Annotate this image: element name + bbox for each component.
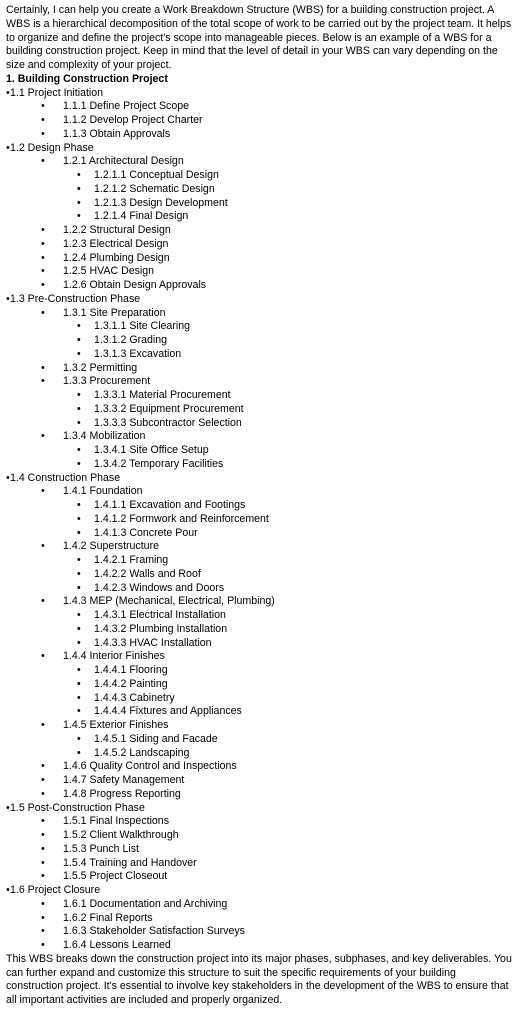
bullet-icon: • [77,705,81,718]
wbs-item-label: 1.6.4 Lessons Learned [63,939,171,951]
wbs-item-level-3 [6,183,513,197]
wbs-item-level-2 [6,100,513,114]
bullet-icon: • [41,650,45,663]
wbs-item-level-3 [6,582,513,596]
wbs-item-label: 1.2.1.2 Schematic Design [94,182,215,195]
wbs-item-level-3 [6,499,513,513]
wbs-item-label: 1.1.3 Obtain Approvals [63,127,171,140]
wbs-item-level-3 [6,733,513,747]
outro-paragraph: This WBS breaks down the construction project into its major phases, subphases, and key deliverables. You can further expand and customize this structure to suit the specific requirements of your building construction project. It's essential to involve key stakeholders in the development of the WBS to ensure that all important activities are included and properly organized. [6,952,512,1006]
bullet-icon: • [41,774,45,786]
bullet-icon: • [41,719,45,731]
wbs-item-level-2 [6,155,513,169]
wbs-item-level-1 [6,802,513,816]
wbs-item-label: 1.2.1 Architectural Design [63,155,184,168]
bullet-icon: • [6,884,10,896]
bullet-icon: • [41,925,45,938]
wbs-item-level-1 [6,293,513,307]
wbs-item-level-3 [6,637,513,651]
wbs-item-level-3 [6,664,513,678]
wbs-item-level-2 [6,829,513,843]
bullet-icon: • [6,292,10,305]
bullet-icon: • [77,512,81,525]
wbs-item-label: 1.5.2 Client Walkthrough [63,829,179,841]
bullet-icon: • [41,485,45,498]
intro-paragraph: Certainly, I can help you create a Work Breakdown Structure (WBS) for a building construction project. A WBS is a hierarchical decomposition of the total scope of work to be carried out by the project team. It helps to organize and define the project's scope into manageable pieces. Below is an example of a WBS for a building construction project. Keep in mind that the level of detail in your WBS can vary depending on the size and complexity of your project. [6,4,512,71]
bullet-icon: • [77,554,81,566]
wbs-item-label: 1.3.1.2 Grading [94,334,168,346]
bullet-icon: • [77,210,81,223]
wbs-item-level-3 [6,444,513,458]
wbs-item-level-2 [6,815,513,829]
wbs-item-label: 1.5 Post-Construction Phase [10,801,145,814]
wbs-item-label: 1.2.3 Electrical Design [63,237,169,250]
wbs-item-level-2 [6,788,513,802]
bullet-icon: • [77,746,81,759]
wbs-item-label: 1.3.4 Mobilization [63,430,146,443]
wbs-item-label: 1.2.2 Structural Design [63,224,171,236]
wbs-item-level-2 [6,774,513,788]
bullet-icon: • [77,636,81,649]
bullet-icon: • [41,897,45,910]
wbs-item-label: 1.3.1.1 Site Clearing [94,320,190,333]
wbs-item-level-2 [6,238,513,252]
bullet-icon: • [41,760,45,773]
wbs-item-label: 1.4 Construction Phase [10,471,121,484]
wbs-item-level-2 [6,128,513,142]
wbs-item-level-2 [6,650,513,664]
wbs-item-level-2 [6,430,513,444]
wbs-item-label: 1.4.8 Progress Reporting [63,787,181,800]
wbs-item-level-2 [6,362,513,376]
wbs-item-label: 1.5.5 Project Closeout [63,870,168,883]
wbs-item-label: 1.4.4.1 Flooring [94,664,168,676]
wbs-item-label: 1.4.4.2 Painting [94,677,168,690]
bullet-icon: • [77,416,81,429]
wbs-item-label: 1.4.2.3 Windows and Doors [94,581,225,594]
wbs-item-label: 1.3.3.1 Material Procurement [94,389,231,401]
wbs-item-level-1 [6,884,513,898]
wbs-item-label: 1.1 Project Initiation [10,86,104,99]
wbs-item-level-2 [6,843,513,857]
bullet-icon: • [41,540,45,553]
wbs-item-label: 1.6 Project Closure [10,884,101,896]
wbs-item-level-3 [6,527,513,541]
wbs-item-level-1 [6,87,513,101]
wbs-item-level-2 [6,252,513,266]
bullet-icon: • [41,114,45,126]
wbs-item-label: 1.5.1 Final Inspections [63,815,169,828]
wbs-item-label: 1.4.7 Safety Management [63,774,185,786]
wbs-item-level-3 [6,320,513,334]
wbs-item-level-3 [6,389,513,403]
wbs-item-label: 1.4.5 Exterior Finishes [63,719,169,731]
wbs-title: 1. Building Construction Project [6,72,168,85]
bullet-icon: • [41,251,45,264]
wbs-item-label: 1.6.1 Documentation and Archiving [63,897,228,910]
bullet-icon: • [77,196,81,209]
wbs-item-label: 1.3 Pre-Construction Phase [10,292,141,305]
bullet-icon: • [41,306,45,319]
wbs-item-label: 1.4.6 Quality Control and Inspections [63,760,237,773]
bullet-icon: • [77,622,81,635]
wbs-item-level-1 [6,472,513,486]
wbs-item-label: 1.3.2 Permitting [63,361,138,374]
bullet-icon: • [41,375,45,388]
wbs-item-label: 1.4.5.2 Landscaping [94,746,190,759]
bullet-icon: • [41,127,45,140]
wbs-item-label: 1.4.1.2 Formwork and Reinforcement [94,512,269,525]
wbs-item-label: 1.6.2 Final Reports [63,911,153,924]
wbs-item-label: 1.4.1 Foundation [63,485,143,498]
bullet-icon: • [77,499,81,511]
bullet-icon: • [77,444,81,456]
bullet-icon: • [41,100,45,113]
wbs-item-level-2 [6,870,513,884]
bullet-icon: • [6,801,10,814]
bullet-icon: • [77,691,81,704]
bullet-icon: • [41,856,45,869]
wbs-item-level-3 [6,554,513,568]
wbs-item-level-3 [6,169,513,183]
wbs-item-level-3 [6,692,513,706]
wbs-item-label: 1.1.2 Develop Project Charter [63,114,203,126]
wbs-item-level-3 [6,197,513,211]
bullet-icon: • [41,265,45,278]
wbs-item-label: 1.3.1.3 Excavation [94,347,182,360]
bullet-icon: • [77,457,81,470]
wbs-item-level-3 [6,403,513,417]
bullet-icon: • [77,677,81,690]
wbs-item-level-3 [6,334,513,348]
wbs-item-label: 1.4.1.1 Excavation and Footings [94,499,246,511]
bullet-icon: • [41,815,45,828]
wbs-item-label: 1.4.2.2 Walls and Roof [94,567,201,580]
bullet-icon: • [77,320,81,333]
wbs-item-label: 1.4.2 Superstructure [63,540,159,553]
bullet-icon: • [77,169,81,181]
wbs-item-level-2 [6,760,513,774]
wbs-item-level-3 [6,210,513,224]
wbs-item-label: 1.2.6 Obtain Design Approvals [63,279,207,291]
wbs-item-level-2 [6,279,513,293]
wbs-item-level-2 [6,925,513,939]
wbs-item-label: 1.2.5 HVAC Design [63,265,155,278]
wbs-item-label: 1.5.3 Punch List [63,842,139,855]
bullet-icon: • [41,430,45,443]
bullet-icon: • [41,155,45,168]
wbs-item-label: 1.2.4 Plumbing Design [63,251,170,264]
wbs-item-level-1 [6,142,513,156]
bullet-icon: • [77,567,81,580]
wbs-item-label: 1.3.1 Site Preparation [63,306,166,319]
bullet-icon: • [41,595,45,608]
bullet-icon: • [77,347,81,360]
wbs-item-level-2 [6,224,513,238]
wbs-item-level-3 [6,623,513,637]
bullet-icon: • [41,870,45,883]
wbs-item-label: 1.4.1.3 Concrete Pour [94,526,198,539]
wbs-item-label: 1.3.3.3 Subcontractor Selection [94,416,242,429]
wbs-item-label: 1.3.4.1 Site Office Setup [94,444,209,456]
bullet-icon: • [41,224,45,236]
wbs-item-label: 1.2.1.3 Design Development [94,196,228,209]
wbs-item-level-3 [6,417,513,431]
bullet-icon: • [77,732,81,745]
wbs-item-level-3 [6,458,513,472]
bullet-icon: • [41,279,45,291]
bullet-icon: • [77,664,81,676]
wbs-item-label: 1.4.2.1 Framing [94,554,169,566]
wbs-item-level-2 [6,857,513,871]
wbs-item-label: 1.6.3 Stakeholder Satisfaction Surveys [63,925,245,938]
wbs-item-label: 1.4.3 MEP (Mechanical, Electrical, Plumbing) [63,595,275,608]
wbs-item-label: 1.4.5.1 Siding and Facade [94,732,218,745]
wbs-item-label: 1.2.1.1 Conceptual Design [94,169,219,181]
wbs-item-level-2 [6,265,513,279]
bullet-icon: • [41,911,45,924]
wbs-item-label: 1.3.3.2 Equipment Procurement [94,402,244,415]
bullet-icon: • [6,141,10,154]
bullet-icon: • [41,237,45,250]
bullet-icon: • [77,182,81,195]
bullet-icon: • [77,389,81,401]
wbs-item-level-2 [6,114,513,128]
bullet-icon: • [6,86,10,99]
wbs-item-label: 1.4.4.4 Fixtures and Appliances [94,705,242,718]
wbs-item-level-2 [6,375,513,389]
bullet-icon: • [41,787,45,800]
wbs-item-level-3 [6,348,513,362]
wbs-item-label: 1.3.3 Procurement [63,375,151,388]
wbs-item-level-2 [6,939,513,953]
wbs-item-label: 1.4.3.3 HVAC Installation [94,636,212,649]
bullet-icon: • [77,334,81,346]
wbs-item-label: 1.3.4.2 Temporary Facilities [94,457,224,470]
wbs-item-level-2 [6,540,513,554]
wbs-item-label: 1.1.1 Define Project Scope [63,100,190,113]
wbs-item-label: 1.4.3.1 Electrical Installation [94,609,226,621]
wbs-item-level-3 [6,747,513,761]
wbs-item-level-2 [6,307,513,321]
wbs-item-label: 1.5.4 Training and Handover [63,856,197,869]
bullet-icon: • [41,829,45,841]
wbs-item-level-2 [6,912,513,926]
bullet-icon: • [6,471,10,484]
wbs-item-label: 1.4.3.2 Plumbing Installation [94,622,228,635]
bullet-icon: • [77,609,81,621]
wbs-item-level-3 [6,678,513,692]
wbs-item-label: 1.2 Design Phase [10,141,94,154]
wbs-item-level-3 [6,705,513,719]
bullet-icon: • [77,581,81,594]
wbs-item-level-3 [6,513,513,527]
wbs-item-level-3 [6,609,513,623]
wbs-item-level-2 [6,719,513,733]
bullet-icon: • [41,361,45,374]
wbs-item-level-3 [6,568,513,582]
wbs-item-level-2 [6,595,513,609]
wbs-item-level-2 [6,898,513,912]
wbs-item-level-2 [6,485,513,499]
wbs-item-label: 1.4.4 Interior Finishes [63,650,165,663]
bullet-icon: • [41,842,45,855]
bullet-icon: • [77,402,81,415]
wbs-item-label: 1.2.1.4 Final Design [94,210,189,223]
bullet-icon: • [41,939,45,951]
wbs-list [6,87,513,953]
wbs-item-label: 1.4.4.3 Cabinetry [94,691,175,704]
bullet-icon: • [77,526,81,539]
